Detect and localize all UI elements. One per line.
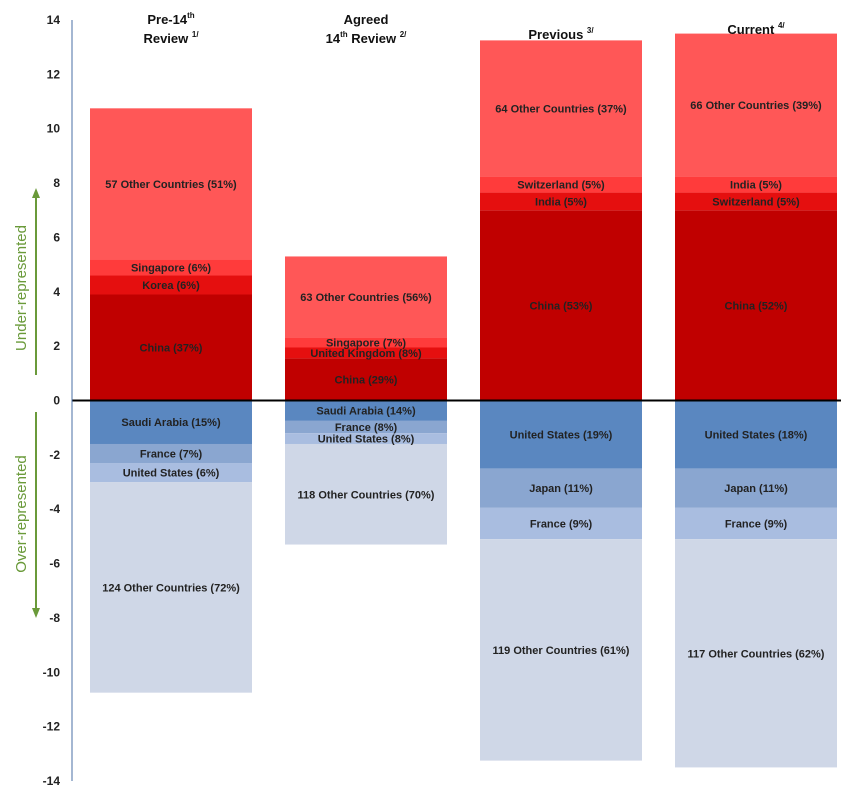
column-title-sup: 4/ xyxy=(777,21,785,30)
segment-label: 117 Other Countries (62%) xyxy=(687,648,825,661)
y-tick-label: -2 xyxy=(49,447,60,462)
y-tick-label: -10 xyxy=(42,665,60,680)
column-title-sup: 2/ xyxy=(399,30,407,39)
y-tick-label: 4 xyxy=(53,284,60,299)
segment-label: United States (6%) xyxy=(122,467,220,480)
y-tick-label: -12 xyxy=(42,719,60,734)
segment-label: Singapore (7%) xyxy=(325,337,407,350)
column-title xyxy=(528,26,594,42)
segment-label: 66 Other Countries (39%) xyxy=(690,99,822,112)
segment-label: France (9%) xyxy=(724,518,788,531)
segment-label: 64 Other Countries (37%) xyxy=(495,103,627,116)
column-title xyxy=(344,12,389,27)
segment-label: United States (8%) xyxy=(317,433,415,446)
column-title-sup: th xyxy=(340,30,348,39)
segment-label: China (37%) xyxy=(139,342,203,355)
segment-label: France (8%) xyxy=(334,421,398,434)
column-title xyxy=(143,30,199,46)
segment-label: France (7%) xyxy=(139,448,203,461)
column-title-sup: 3/ xyxy=(586,26,594,35)
segment-label: 118 Other Countries (70%) xyxy=(297,489,435,502)
segment-label: United Kingdom (8%) xyxy=(310,347,422,360)
segment-label: 124 Other Countries (72%) xyxy=(102,582,240,595)
column-title-text: Review xyxy=(347,31,400,46)
y-tick-label: 2 xyxy=(53,339,60,354)
segment-label: France (9%) xyxy=(529,518,593,531)
column-title xyxy=(727,21,785,37)
column-title-text: Current xyxy=(727,22,778,37)
y-tick-label: -4 xyxy=(49,502,60,517)
y-tick-label: 6 xyxy=(53,230,60,245)
segment-label: Singapore (6%) xyxy=(130,262,212,275)
segment-label: Japan (11%) xyxy=(724,483,788,496)
column-title-text: Previous xyxy=(528,27,587,42)
y-tick-label: 10 xyxy=(46,121,60,136)
over-represented-label: Over-represented xyxy=(13,455,30,573)
up-arrow-head xyxy=(32,188,40,198)
y-tick-label: 0 xyxy=(53,393,60,408)
segment-label: India (5%) xyxy=(730,179,782,192)
y-tick-label: 12 xyxy=(46,67,60,82)
column-title-sup: 1/ xyxy=(191,30,199,39)
column-title-text: Review xyxy=(143,31,192,46)
y-tick-label: -14 xyxy=(42,774,60,785)
column-title-text: 14 xyxy=(325,31,341,46)
column-title-text: Agreed xyxy=(343,12,389,27)
y-tick-label: -8 xyxy=(49,610,60,625)
under-represented-label: Under-represented xyxy=(13,225,30,351)
segment-label: Saudi Arabia (15%) xyxy=(121,417,221,430)
segment-label: India (5%) xyxy=(535,196,587,209)
column-title-sup: th xyxy=(187,11,195,20)
segment-label: 57 Other Countries (51%) xyxy=(105,178,237,191)
y-tick-label: 14 xyxy=(46,13,60,27)
segment-label: Saudi Arabia (14%) xyxy=(316,405,416,418)
segment-label: China (29%) xyxy=(334,374,398,387)
segment-label: Switzerland (5%) xyxy=(712,196,800,209)
side-labels xyxy=(13,188,40,618)
segment-label: Korea (6%) xyxy=(142,279,200,292)
y-tick-label: 8 xyxy=(53,176,60,191)
segment-label: Switzerland (5%) xyxy=(517,179,605,192)
column-title-text: Pre-14 xyxy=(147,12,188,27)
down-arrow-head xyxy=(32,608,40,618)
y-tick-label: -6 xyxy=(49,556,60,571)
segment-label: China (53%) xyxy=(529,300,593,313)
segment-label: United States (19%) xyxy=(509,429,613,442)
segment-label: China (52%) xyxy=(724,300,788,313)
column-title xyxy=(147,11,194,27)
segment-label: 119 Other Countries (61%) xyxy=(492,644,630,657)
segment-label: United States (18%) xyxy=(704,429,808,442)
segment-label: 63 Other Countries (56%) xyxy=(300,292,432,305)
column-title xyxy=(326,30,408,46)
segment-label: Japan (11%) xyxy=(529,483,593,496)
